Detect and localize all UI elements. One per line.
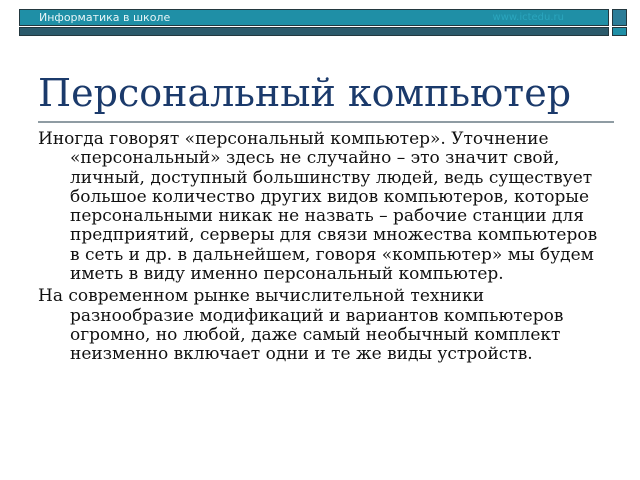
header-banner — [19, 9, 627, 36]
header-accent-square-bottom — [612, 27, 627, 36]
body-paragraph-2: На современном рынке вычислительной техники разнообразие модификаций и вариантов компьютеров огромно, но любой, даже самый необычный комплект неизменно включает одни и те же виды устройств. — [38, 286, 564, 365]
title-divider — [38, 121, 614, 123]
body-paragraph-1: Иногда говорят «персональный компьютер». Уточнение «персональный» здесь не случайно – это значит свой, личный, доступный большинству людей, ведь существует большое количество других видов компьютеров, которые персональными никак не назвать – рабочие станции для предприятий, серверы для связи множества компьютеров в сеть и др. в дальнейшем, говоря «компьютер» мы будем иметь в виду именно персональный компьютер. — [38, 129, 598, 285]
header-course-label: Информатика в школе — [39, 11, 171, 24]
header-site-label: www.ictedu.ru — [492, 12, 564, 23]
slide-title: Персональный компьютер — [38, 71, 572, 115]
header-bar-bottom — [19, 27, 609, 36]
header-accent-square-top — [612, 9, 627, 26]
slide-body — [38, 130, 602, 368]
header-bar-top — [19, 9, 609, 26]
